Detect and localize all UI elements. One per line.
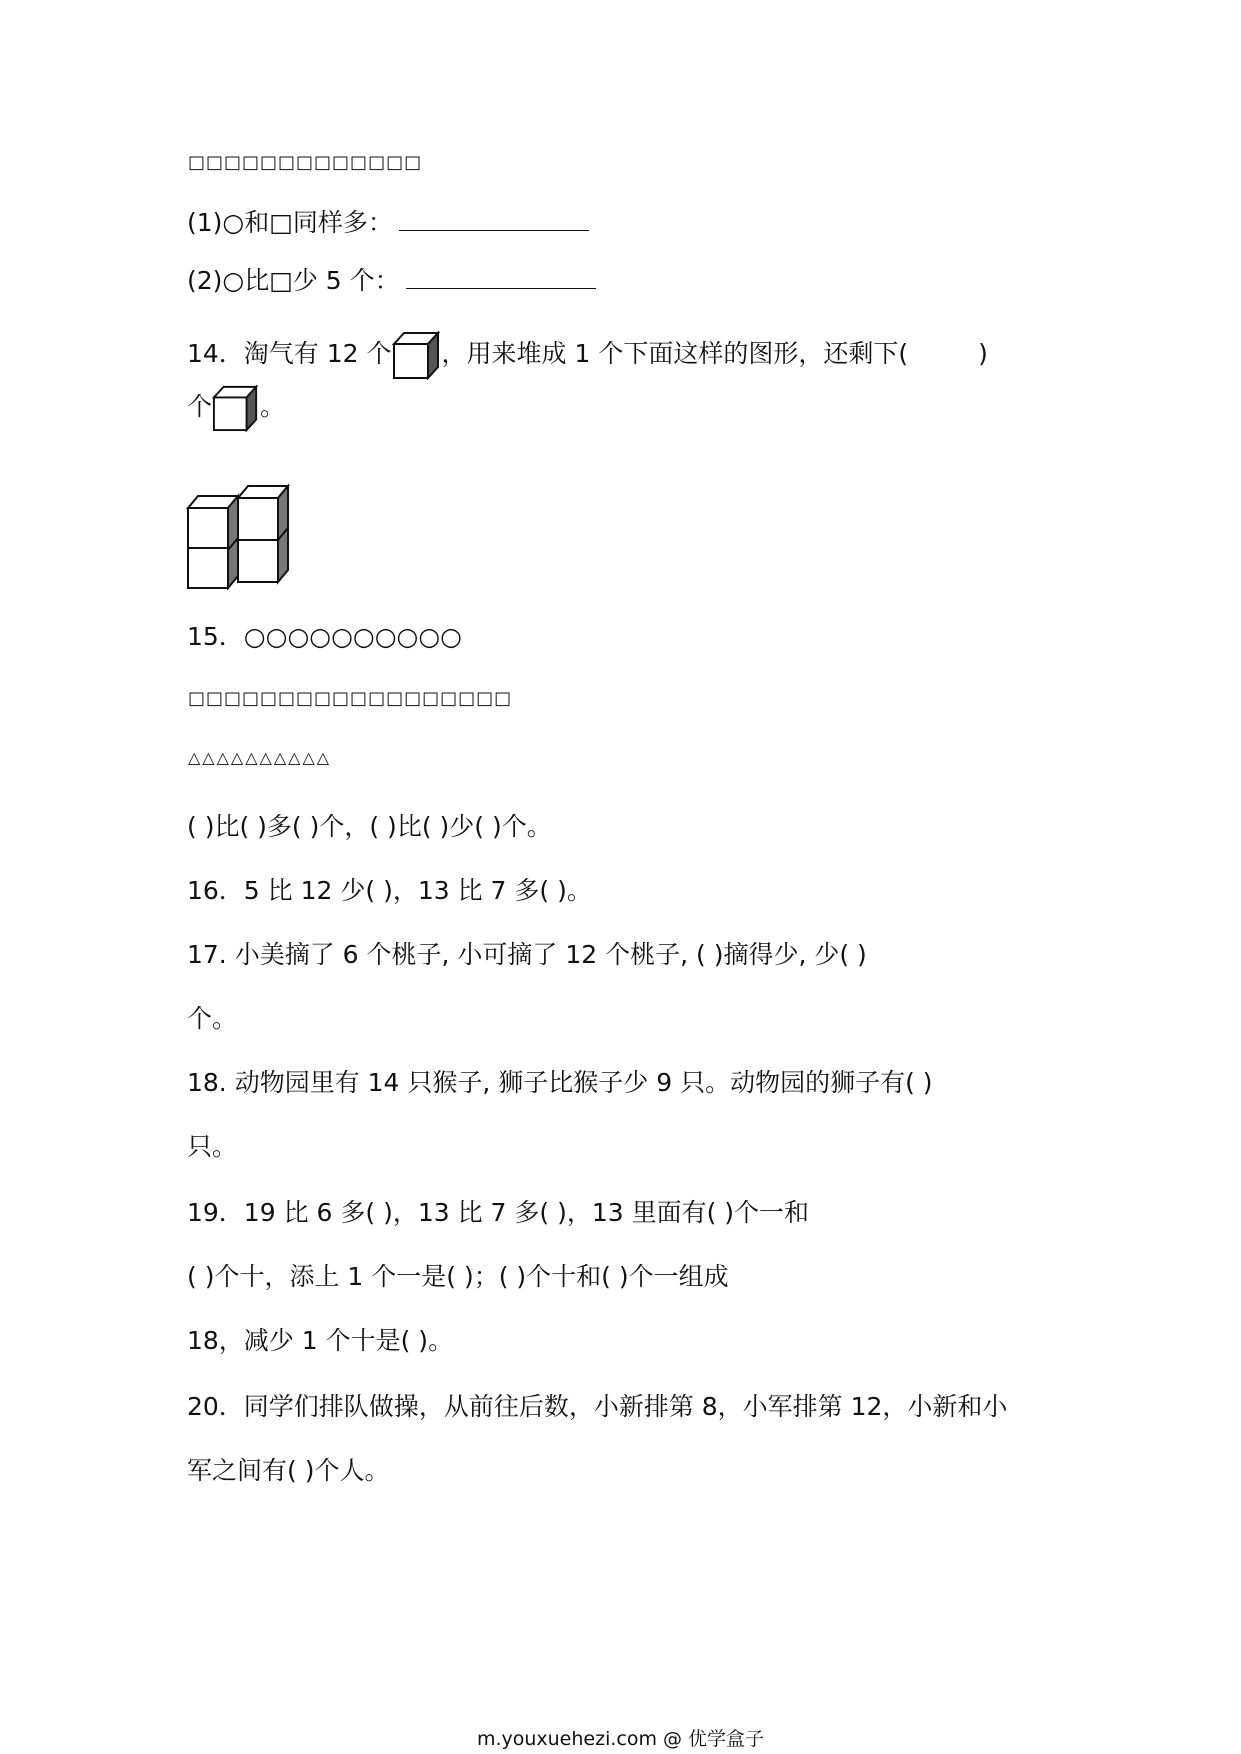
- q14-text-d: 个: [187, 392, 213, 421]
- cube-icon: [392, 330, 442, 380]
- q14-text-e: 。: [260, 392, 286, 421]
- q15-answer-line[interactable]: ( )比( )多( )个，( )比( )少( )个。: [187, 812, 552, 841]
- q14-line2: [187, 384, 285, 432]
- q19-line1[interactable]: 19．19 比 6 多( )，13 比 7 多( )，13 里面有( )个一和: [187, 1198, 810, 1227]
- q19-line2[interactable]: ( )个十，添上 1 个一是( )；( )个十和( )个一组成: [187, 1262, 729, 1291]
- q15-circles: 15．○○○○○○○○○○: [187, 622, 462, 651]
- q15-square-row: □□□□□□□□□□□□□□□□□□: [188, 688, 513, 709]
- q13-square-row: □□□□□□□□□□□□□: [188, 152, 423, 173]
- q13-part1-label: (1)○和□同样多：: [187, 208, 393, 237]
- q13-part2-label: (2)○比□少 5 个：: [187, 266, 400, 295]
- q20-line2[interactable]: 军之间有( )个人。: [187, 1456, 390, 1485]
- q20-line1: 20．同学们排队做操，从前往后数，小新排第 8，小军排第 12，小新和小: [187, 1392, 1008, 1421]
- stacked-cubes-figure: [186, 484, 292, 590]
- q14-text-a: 14．淘气有 12 个: [187, 339, 392, 368]
- q14-text-c: ): [978, 339, 988, 368]
- q15-triangle-row: △△△△△△△△△△: [188, 748, 332, 767]
- q17-line1[interactable]: 17. 小美摘了 6 个桃子, 小可摘了 12 个桃子, ( )摘得少, 少( ): [187, 940, 867, 969]
- q13-part2-answer-blank[interactable]: [406, 266, 596, 289]
- q16-line[interactable]: 16．5 比 12 少( )，13 比 7 多( )。: [187, 876, 592, 905]
- q14-text-b: ，用来堆成 1 个下面这样的图形，还剩下(: [441, 339, 909, 368]
- footer-watermark: m.youxuehezi.com @ 优学盒子: [476, 1728, 765, 1750]
- q19-line3[interactable]: 18，减少 1 个十是( )。: [187, 1326, 454, 1355]
- q13-part1-answer-blank[interactable]: [399, 208, 589, 231]
- q13-part2: [187, 264, 596, 298]
- q17-line2: 个。: [187, 1004, 238, 1033]
- q13-part1: [187, 206, 589, 240]
- q18-line2: 只。: [187, 1132, 238, 1161]
- q14-line1: [187, 330, 988, 380]
- q18-line1[interactable]: 18. 动物园里有 14 只猴子, 狮子比猴子少 9 只。动物园的狮子有( ): [187, 1068, 933, 1097]
- cube-icon: [212, 384, 260, 432]
